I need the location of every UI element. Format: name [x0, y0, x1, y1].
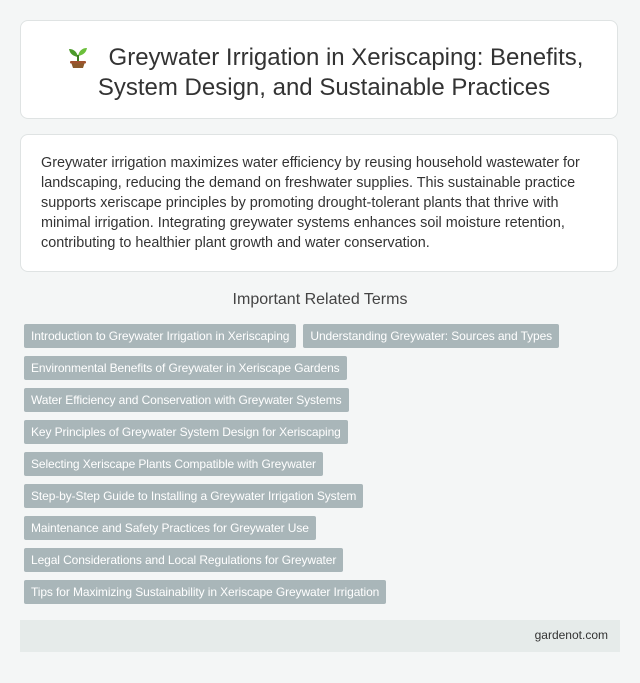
related-term-tag[interactable]: Water Efficiency and Conservation with Greywater Systems [24, 388, 349, 412]
related-term-tag[interactable]: Environmental Benefits of Greywater in Xeriscape Gardens [24, 356, 347, 380]
related-term-tag[interactable]: Key Principles of Greywater System Design for Xeriscaping [24, 420, 348, 444]
related-term-tag[interactable]: Legal Considerations and Local Regulations for Greywater [24, 548, 343, 572]
summary-text: Greywater irrigation maximizes water efficiency by reusing household wastewater for landscaping, reducing the demand on freshwater supplies. This sustainable practice supports xeriscape principles by promoting drought-tolerant plants that thrive with minimal irrigation. Integrating greywater systems enhances soil moisture retention, contributing to healthier plant growth and water conservation. [41, 155, 580, 251]
summary-card [20, 134, 618, 272]
related-term-tag[interactable]: Tips for Maximizing Sustainability in Xeriscape Greywater Irrigation [24, 580, 386, 604]
title-card [20, 20, 618, 119]
page-title [61, 43, 587, 103]
tag-row [24, 420, 584, 444]
related-term-tag[interactable]: Introduction to Greywater Irrigation in Xeriscaping [24, 324, 296, 348]
sprout-icon [65, 43, 91, 69]
page-title-text: Greywater Irrigation in Xeriscaping: Benefits, System Design, and Sustainable Practices [97, 44, 584, 101]
tag-row [24, 324, 584, 348]
related-terms-list [24, 324, 584, 612]
related-term-tag[interactable]: Understanding Greywater: Sources and Types [303, 324, 559, 348]
related-term-tag[interactable]: Selecting Xeriscape Plants Compatible with Greywater [24, 452, 323, 476]
tag-row [24, 356, 584, 380]
tag-row [24, 580, 584, 604]
related-term-tag[interactable]: Step-by-Step Guide to Installing a Greywater Irrigation System [24, 484, 363, 508]
footer [20, 620, 620, 652]
tag-row [24, 484, 584, 508]
related-terms-heading: Important Related Terms [232, 291, 408, 308]
tag-row [24, 548, 584, 572]
tag-row [24, 388, 584, 412]
tag-row [24, 452, 584, 476]
related-term-tag[interactable]: Maintenance and Safety Practices for Greywater Use [24, 516, 316, 540]
tag-row [24, 516, 584, 540]
footer-site-name[interactable]: gardenot.com [534, 628, 608, 642]
